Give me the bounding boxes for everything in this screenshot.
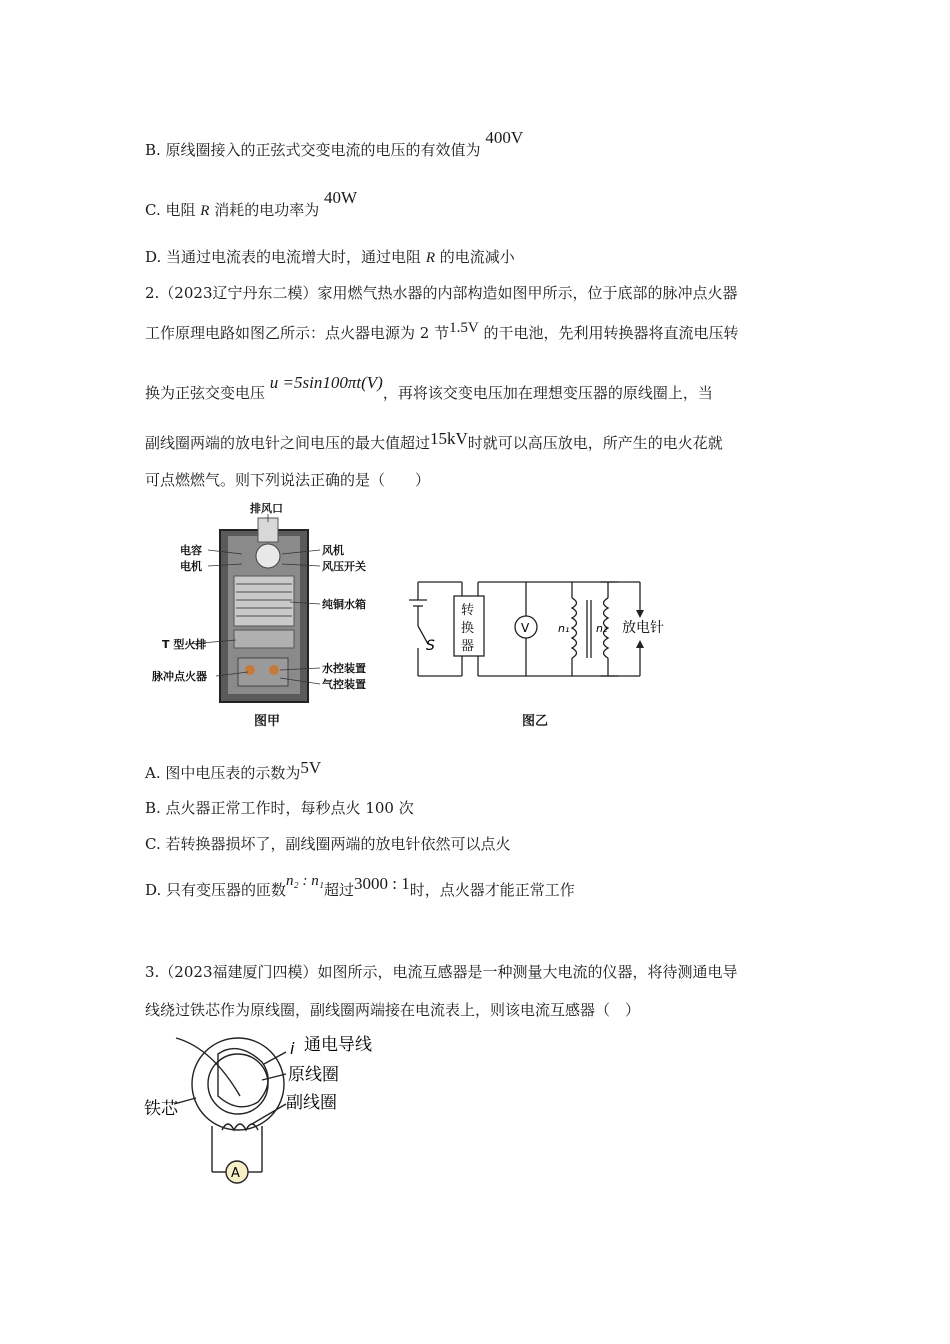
- q2-line-2: [145, 320, 739, 344]
- q2-option-d: [145, 873, 575, 901]
- voltmeter-label: V: [521, 621, 530, 635]
- q2-option-c: C. 若转换器损坏了，副线圈两端的放电针依然可以点火: [145, 835, 511, 853]
- q2-line-5: 可点燃燃气。则下列说法正确的是（ ）: [145, 471, 431, 489]
- formula: u =5sin100πt(V): [269, 373, 383, 392]
- core-label: 铁芯: [144, 1099, 178, 1119]
- primary-label: 原线圈: [288, 1065, 339, 1085]
- option-value: 40W: [323, 188, 358, 207]
- ammeter-label: A: [231, 1166, 240, 1181]
- ratio: n₂ : n₁: [286, 873, 324, 889]
- label-burner: T 型火排: [162, 638, 207, 651]
- variable: R: [200, 203, 210, 219]
- text: 工作原理电路如图乙所示：点火器电源为 2 节: [145, 324, 450, 342]
- value: 1.5V: [449, 320, 479, 336]
- option-value: 3000 : 1: [353, 874, 410, 893]
- q2-option-a: [145, 758, 322, 783]
- q2-line-4: [145, 429, 723, 453]
- option-value: 400V: [485, 128, 524, 147]
- burner: [234, 630, 294, 648]
- q3-line-1: 3.（2023福建厦门四模）如图所示，电流互感器是一种测量大电流的仪器，将待测通电导: [145, 963, 738, 981]
- label-gas-control: 气控装置: [322, 678, 366, 691]
- label-igniter: 脉冲点火器: [152, 670, 207, 683]
- option-text: 超过: [323, 881, 354, 899]
- n2-label: n₂: [596, 622, 608, 635]
- label-copper-tank: 纯铜水箱: [322, 598, 366, 611]
- text: 的干电池，先利用转换器将直流电压转: [478, 324, 739, 342]
- converter-char-3: 器: [461, 639, 475, 654]
- valve: [269, 665, 279, 675]
- value: 15kV: [430, 429, 468, 448]
- igniter: [245, 665, 255, 675]
- wire-label: 通电导线: [304, 1035, 372, 1055]
- label-fan: 风机: [322, 544, 344, 557]
- option-text: C. 电阻: [145, 201, 201, 219]
- converter-char-2: 换: [461, 621, 475, 636]
- option-text: 的电流减小: [434, 248, 515, 266]
- label-exhaust: 排风口: [250, 502, 283, 515]
- option-text: D. 只有变压器的匝数: [145, 881, 287, 899]
- needle-label: 放电针: [622, 620, 664, 636]
- q3-line-2: 线绕过铁芯作为原线圈，副线圈两端接在电流表上，则该电流互感器（ ）: [145, 1001, 641, 1019]
- current-label: i: [290, 1039, 295, 1058]
- option-c-q1: [145, 188, 358, 221]
- option-text: D. 当通过电流表的电流增大时，通过电阻: [145, 248, 426, 266]
- label-water-control: 水控装置: [322, 662, 366, 675]
- igniter-circuit: [400, 570, 690, 685]
- option-text: B. 原线圈接入的正弦式交变电流的电压的有效值为: [145, 141, 481, 159]
- text: 时就可以高压放电，所产生的电火花就: [467, 434, 723, 452]
- label-motor: 电机: [180, 560, 202, 573]
- option-d-q1: [145, 247, 515, 268]
- water-heater-figure: [150, 498, 380, 708]
- secondary-label: 副线圈: [286, 1093, 337, 1113]
- q2-option-b: B. 点火器正常工作时，每秒点火 100 次: [145, 799, 414, 817]
- figure-a-caption: 图甲: [254, 714, 281, 729]
- text: 换为正弦交变电压: [145, 384, 266, 402]
- n1-label: n₁: [558, 622, 570, 635]
- q2-line-1: 2.（2023辽宁丹东二模）家用燃气热水器的内部构造如图甲所示，位于底部的脉冲点火器: [145, 284, 738, 302]
- current-transformer-figure: [140, 1026, 400, 1196]
- variable: R: [425, 250, 435, 266]
- fan: [256, 544, 280, 568]
- option-text: 时，点火器才能正常工作: [409, 881, 575, 899]
- text: 副线圈两端的放电针之间电压的最大值超过: [145, 434, 431, 452]
- figure-b-caption: 图乙: [522, 714, 549, 729]
- option-value: 5V: [300, 758, 322, 777]
- option-b-q1: [145, 128, 524, 160]
- q2-line-3: [145, 373, 713, 403]
- converter-char-1: 转: [461, 603, 475, 618]
- text: ，再将该交变电压加在理想变压器的原线圈上，当: [382, 384, 713, 402]
- switch-label: S: [426, 638, 435, 654]
- option-text: A. 图中电压表的示数为: [145, 764, 301, 782]
- label-capacitor: 电容: [180, 544, 202, 557]
- option-text: 消耗的电功率为: [209, 201, 320, 219]
- label-pressure-switch: 风压开关: [322, 560, 366, 573]
